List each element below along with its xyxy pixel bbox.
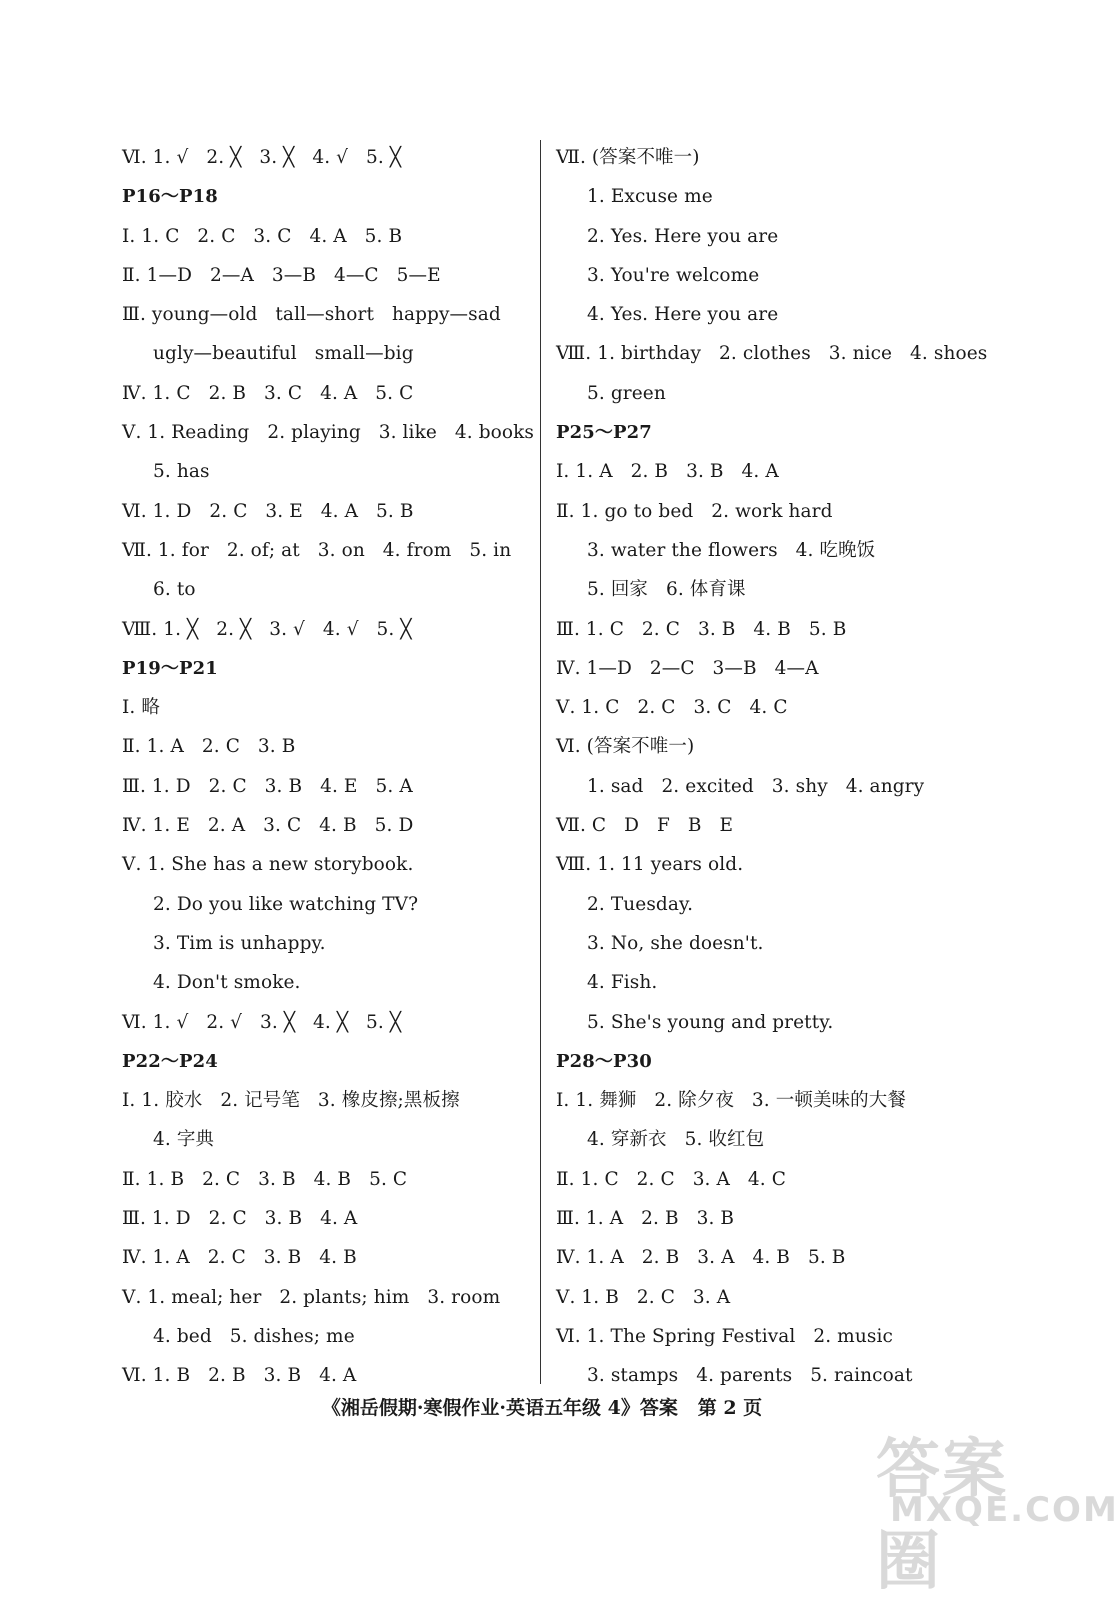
answer-line: Ⅰ. 1. 胶水 2. 记号笔 3. 橡皮擦;黑板擦 <box>122 1090 460 1112</box>
answer-line: 5. has <box>153 461 210 483</box>
answer-line: Ⅳ. 1. A 2. C 3. B 4. B <box>122 1247 357 1269</box>
answer-line: Ⅵ. 1. The Spring Festival 2. music <box>556 1325 893 1347</box>
answer-line: 4. 穿新衣 5. 收红包 <box>587 1129 765 1151</box>
answer-line: 1. Excuse me <box>587 186 713 208</box>
answer-line: 3. Tim is unhappy. <box>153 932 326 954</box>
section-heading: P22～P24 <box>122 1050 218 1072</box>
column-divider <box>540 140 541 1384</box>
watermark-cn: 答案圈 <box>876 1433 1008 1599</box>
answer-line: 3. You're welcome <box>587 264 760 286</box>
answer-line: Ⅷ. 1. 11 years old. <box>556 854 744 876</box>
answer-line: Ⅵ. 1. √ 2. √ 3. ╳ 4. ╳ 5. ╳ <box>122 1011 402 1033</box>
answer-line: Ⅱ. 1. go to bed 2. work hard <box>556 500 833 522</box>
answer-line: Ⅴ. 1. She has a new storybook. <box>122 854 414 876</box>
answer-line: Ⅰ. 1. 舞狮 2. 除夕夜 3. 一顿美味的大餐 <box>556 1090 906 1112</box>
answer-line: 4. bed 5. dishes; me <box>153 1325 355 1347</box>
section-heading: P28～P30 <box>556 1050 652 1072</box>
answer-line: Ⅱ. 1. C 2. C 3. A 4. C <box>556 1168 787 1190</box>
section-heading: P25～P27 <box>556 422 652 444</box>
answer-line: Ⅴ. 1. C 2. C 3. C 4. C <box>556 697 788 719</box>
answer-line: Ⅲ. young—old tall—short happy—sad <box>122 304 501 326</box>
answer-line: Ⅱ. 1—D 2—A 3—B 4—C 5—E <box>122 264 441 286</box>
answer-line: Ⅵ. (答案不唯一) <box>556 736 695 758</box>
answer-line: Ⅷ. 1. birthday 2. clothes 3. nice 4. shoes <box>556 343 988 365</box>
answer-line: 4. Fish. <box>587 972 658 994</box>
answer-line: Ⅵ. 1. D 2. C 3. E 4. A 5. B <box>122 500 414 522</box>
answer-line: Ⅰ. 略 <box>122 697 160 719</box>
answer-line: Ⅵ. 1. √ 2. ╳ 3. ╳ 4. √ 5. ╳ <box>122 147 402 168</box>
answer-line: 2. Do you like watching TV? <box>153 893 419 915</box>
answer-line: Ⅲ. 1. D 2. C 3. B 4. E 5. A <box>122 775 413 797</box>
answer-line: 3. water the flowers 4. 吃晚饭 <box>587 539 876 561</box>
right-column <box>556 138 988 1396</box>
answer-line: Ⅰ. 1. C 2. C 3. C 4. A 5. B <box>122 225 403 247</box>
answer-line: ugly—beautiful small—big <box>153 343 414 365</box>
answer-line: 5. 回家 6. 体育课 <box>587 579 746 601</box>
answer-line: Ⅷ. 1. ╳ 2. ╳ 3. √ 4. √ 5. ╳ <box>122 618 412 640</box>
answer-line: 4. 字典 <box>153 1129 215 1151</box>
answer-line: 1. sad 2. excited 3. shy 4. angry <box>587 775 925 797</box>
left-column <box>122 138 535 1396</box>
section-heading: P16～P18 <box>122 186 218 208</box>
answer-line: Ⅶ. 1. for 2. of; at 3. on 4. from 5. in <box>122 539 512 561</box>
section-heading: P19～P21 <box>122 657 218 679</box>
watermark-logo <box>862 1418 1119 1599</box>
answer-line: 4. Don't smoke. <box>153 972 301 994</box>
answer-line: Ⅳ. 1. E 2. A 3. C 4. B 5. D <box>122 815 414 837</box>
answer-line: Ⅳ. 1. A 2. B 3. A 4. B 5. B <box>556 1247 846 1269</box>
answer-line: Ⅲ. 1. A 2. B 3. B <box>556 1208 735 1230</box>
answer-line: 3. No, she doesn't. <box>587 932 764 954</box>
answer-line: 5. green <box>587 382 666 404</box>
answer-line: Ⅴ. 1. B 2. C 3. A <box>556 1286 731 1308</box>
answer-line: 3. stamps 4. parents 5. raincoat <box>587 1365 913 1387</box>
answer-line: Ⅳ. 1—D 2—C 3—B 4—A <box>556 657 819 679</box>
answer-line: Ⅳ. 1. C 2. B 3. C 4. A 5. C <box>122 382 414 404</box>
answer-line: Ⅱ. 1. B 2. C 3. B 4. B 5. C <box>122 1168 408 1190</box>
page-footer: 《湘岳假期·寒假作业·英语五年级 4》答案 第 2 页 <box>321 1397 763 1419</box>
answer-line: Ⅶ. (答案不唯一) <box>556 147 700 168</box>
answer-line: Ⅲ. 1. C 2. C 3. B 4. B 5. B <box>556 618 847 640</box>
watermark-en: MXQE.COM <box>890 1490 1119 1530</box>
answer-line: Ⅱ. 1. A 2. C 3. B <box>122 736 296 758</box>
answer-line: 2. Tuesday. <box>587 893 694 915</box>
answer-line: 6. to <box>153 579 196 601</box>
answer-line: Ⅲ. 1. D 2. C 3. B 4. A <box>122 1208 358 1230</box>
answer-line: Ⅴ. 1. meal; her 2. plants; him 3. room <box>122 1286 501 1308</box>
answer-line: Ⅵ. 1. B 2. B 3. B 4. A <box>122 1365 357 1387</box>
answer-line: 2. Yes. Here you are <box>587 225 779 247</box>
answer-line: Ⅰ. 1. A 2. B 3. B 4. A <box>556 461 779 483</box>
answer-line: Ⅴ. 1. Reading 2. playing 3. like 4. books <box>122 422 535 444</box>
answer-line: 5. She's young and pretty. <box>587 1011 834 1033</box>
answer-line: 4. Yes. Here you are <box>587 304 779 326</box>
answer-line: Ⅶ. C D F B E <box>556 815 734 837</box>
